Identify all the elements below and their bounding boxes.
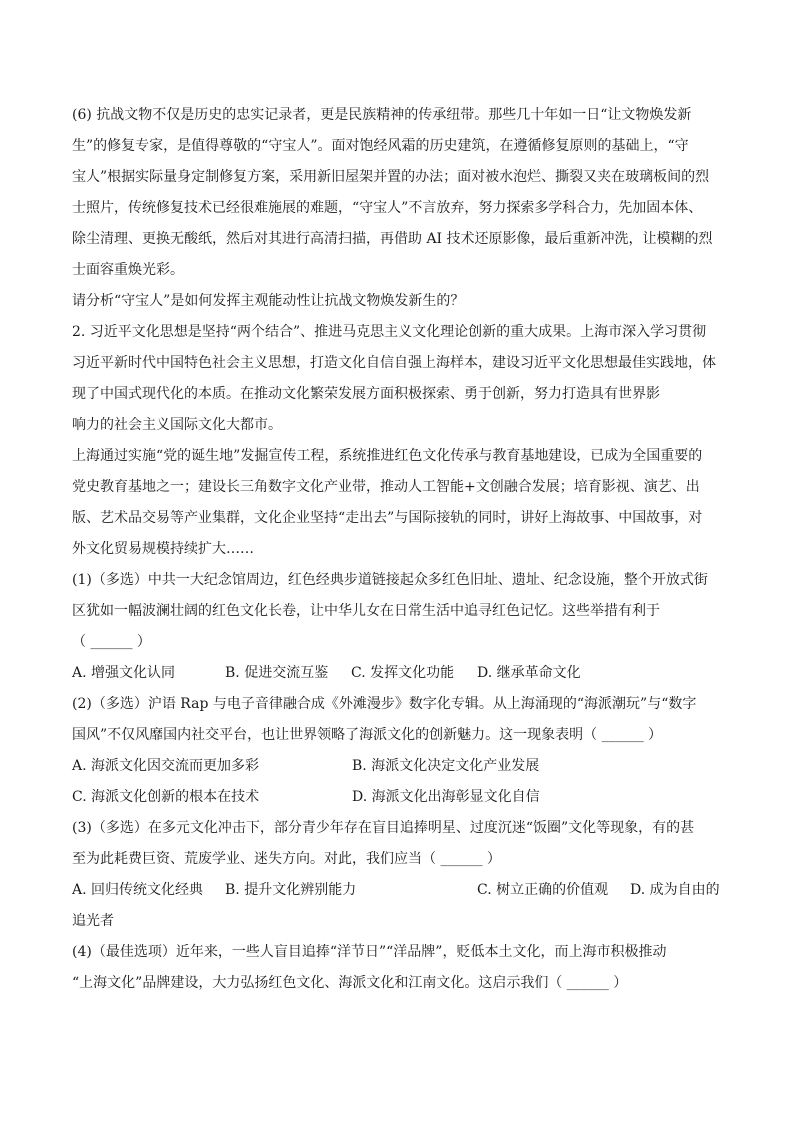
answer-blank: （ ______ ）: [72, 634, 151, 650]
option-a: A. 回归传统文化经典: [72, 882, 204, 898]
sub-question-3: [72, 813, 724, 875]
sub-question-1: [72, 565, 724, 658]
text-line: 除尘清理、更换无酸纸，然后对其进行高清扫描，再借助 AI 技术还原影像，最后重新冲洗，让模糊的烈: [72, 231, 713, 247]
text-line: 响力的社会主义国际文化大都市。: [72, 417, 282, 433]
text-line: 上海通过实施“党的诞生地”发掘宣传工程，系统推进红色文化传承与教育基地建设，已成为全国重要的: [72, 448, 703, 464]
sub-question-4: [72, 937, 724, 999]
text-line: 国风”不仅风靡国内社交平台，也让世界领略了海派文化的创新魅力。这一现象表明（ ______ ）: [72, 727, 663, 743]
option-b: B. 海派文化决定文化产业发展: [352, 758, 540, 774]
text-line: 生”的修复专家，是值得尊敬的“守宝人”。面对饱经风霜的历史建筑，在遵循修复原则的基础上，“守: [72, 138, 689, 154]
text-line: 士照片，传统修复技术已经很难施展的难题，“守宝人”不言放弃，努力探索多学科合力，先加固本体、: [72, 200, 703, 216]
option-c: C. 发挥文化功能: [351, 665, 455, 681]
paragraph-6: [72, 100, 724, 286]
option-a: A. 海派文化因交流而更加多彩: [72, 758, 260, 774]
question-2-paragraph: [72, 441, 724, 565]
sub-question-2-options-row-1: [72, 751, 724, 782]
sub-question-2-options-row-2: [72, 782, 724, 813]
option-b: B. 提升文化辨别能力: [225, 882, 357, 898]
text-line: 宝人”根据实际量身定制修复方案，采用新旧屋架并置的办法；面对被水泡烂、撕裂又夹在玻璃板间的烈: [72, 169, 710, 185]
option-d: D. 海派文化出海彰显文化自信: [352, 789, 540, 805]
text-line: (1)（多选）中共一大纪念馆周边，红色经典步道链接起众多红色旧址、遗址、纪念设施，整个开放式街: [72, 572, 708, 588]
document-page: [72, 100, 724, 999]
option-a: A. 增强文化认同: [72, 665, 176, 681]
text-line: 现了中国式现代化的本质。在推动文化繁荣发展方面积极探索、勇于创新，努力打造具有世界影: [72, 386, 660, 402]
text-line: (4)（最佳选项）近年来，一些人盲目追捧“洋节日”“洋品牌”，贬低本土文化，而上海市积极推动: [72, 944, 667, 960]
text-line: 版、艺术品交易等产业集群，文化企业坚持“走出去”与国际接轨的同时，讲好上海故事、中国故事，对: [72, 510, 703, 526]
question-2-intro: [72, 317, 724, 441]
question-6: 请分析“守宝人”是如何发挥主观能动性让抗战文物焕发新生的？: [72, 293, 465, 309]
text-line: 党史教育基地之一；建设长三角数字文化产业带，推动人工智能+文创融合发展；培育影视、演艺、出: [72, 479, 700, 495]
sub-question-1-options: [72, 658, 724, 689]
option-d: D. 成为自由的: [630, 882, 720, 898]
text-line: 士面容重焕光彩。: [72, 262, 184, 278]
text-line: 区犹如一幅波澜壮阔的红色文化长卷，让中华儿女在日常生活中追寻红色记忆。这些举措有利于: [72, 603, 660, 619]
option-c: C. 树立正确的价值观: [477, 882, 609, 898]
text-line: 外文化贸易规模持续扩大……: [72, 541, 254, 557]
sub-question-3-options: [72, 875, 724, 906]
option-b: B. 促进交流互鉴: [225, 665, 329, 681]
option-d: D. 继承革命文化: [477, 665, 581, 681]
option-d-continuation: 追光者: [72, 913, 114, 929]
sub-question-2: [72, 689, 724, 751]
text-line: (3)（多选）在多元文化冲击下，部分青少年存在盲目追捧明星、过度沉迷“饭圈”文化等现象，有的甚: [72, 820, 695, 836]
text-line: (2)（多选）沪语 Rap 与电子音律融合成《外滩漫步》数字化专辑。从上海涌现的“海派潮玩”与“数字: [72, 696, 697, 712]
text-line: 习近平新时代中国特色社会主义思想，打造文化自信自强上海样本，建设习近平文化思想最佳实践地，体: [72, 355, 716, 371]
option-c: C. 海派文化创新的根本在技术: [72, 789, 260, 805]
text-line: “上海文化”品牌建设，大力弘扬红色文化、海派文化和江南文化。这启示我们（ ______ ）: [72, 975, 628, 991]
text-line: 至为此耗费巨资、荒废学业、迷失方向。对此，我们应当（ ______ ）: [72, 851, 501, 867]
text-line: (6) 抗战文物不仅是历史的忠实记录者，更是民族精神的传承纽带。那些几十年如一日“让文物焕发新: [72, 107, 692, 123]
text-line: 2. 习近平文化思想是坚持“两个结合”、推进马克思主义文化理论创新的重大成果。上海市深入学习贯彻: [72, 324, 707, 340]
